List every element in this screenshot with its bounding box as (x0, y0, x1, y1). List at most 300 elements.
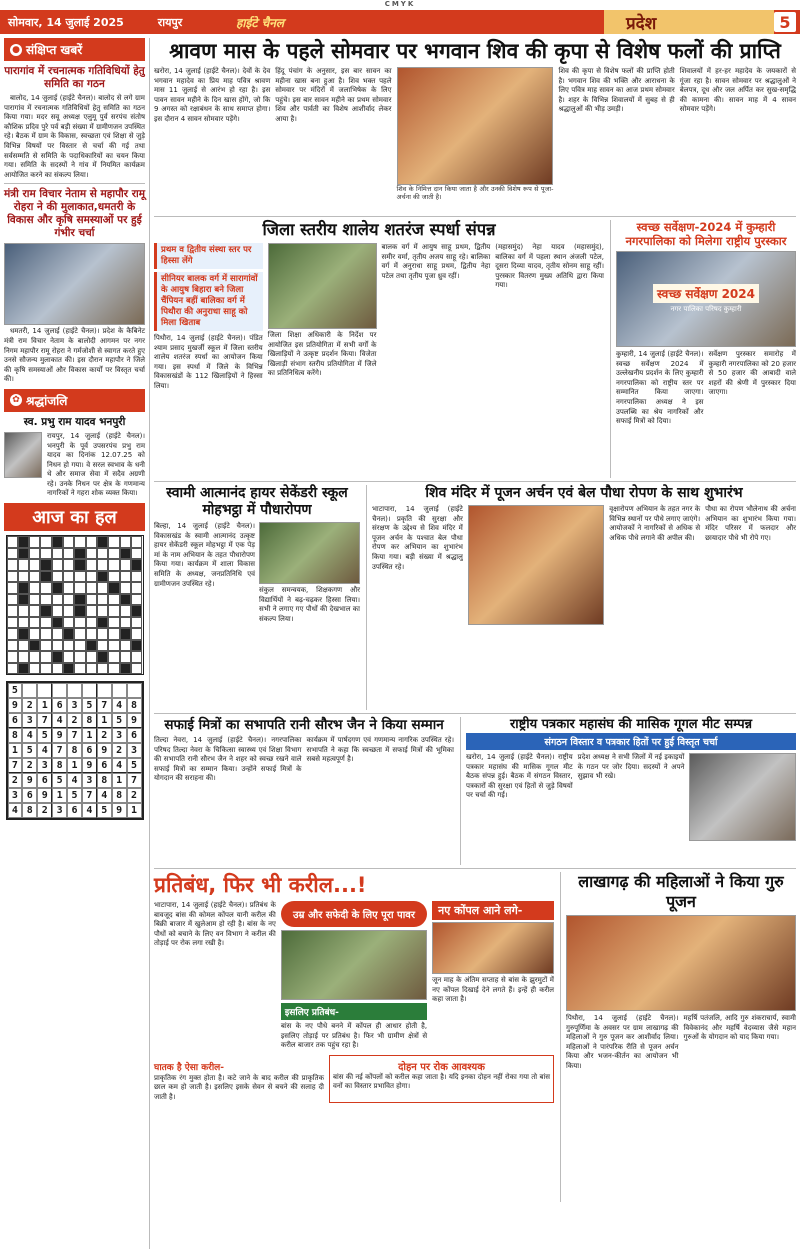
row-school-temple (154, 485, 796, 710)
top-story-headline: श्रावण मास के पहले सोमवार पर भगवान शिव की कृपा से विशेष फलों की प्राप्ति (169, 39, 781, 63)
patrakar-columns (466, 753, 796, 841)
tribute-label: श्रद्धांजलि (26, 393, 68, 408)
sudoku-cell: 1 (112, 773, 127, 788)
ban-danger (154, 1055, 324, 1103)
crossword-cell (108, 617, 119, 629)
crossword-cell (40, 663, 51, 675)
crossword-cell (18, 605, 29, 617)
school-col-2 (259, 522, 360, 624)
crossword-cell (40, 651, 51, 663)
crossword-cell (131, 571, 142, 583)
row-ban-women (154, 872, 796, 1202)
sudoku-cell: 4 (67, 773, 82, 788)
sudoku-cell: 2 (67, 713, 82, 728)
crossword-cell (131, 628, 142, 640)
crossword-cell (86, 536, 97, 548)
ban-box-title: नए कोंपल आने लगे- (432, 901, 554, 920)
swachh-body-1: कुम्हारी, 14 जुलाई (हाईटे चैनल)। स्वच्छ सर्वेक्षण 2024 में उल्लेखनीय प्रदर्शन के लिए कुम्हारी नगरपालिका को राष्ट्रीय स्तर पर सम्मानित किया जाएगा। नगरपालिका अध्यक्ष ने इस उपलब्धि का श्रेय नागरिकों और सफाई मित्रों को दिया। (616, 350, 704, 426)
safai-body-2: कार्यक्रम में पार्षदगण एवं गणमान्य नागरिक उपस्थित रहे। सभापति ने कहा कि स्वच्छता में सफाई मित्रों की भूमिका सबसे महत्वपूर्ण है। (306, 736, 454, 764)
crossword-cell (120, 617, 131, 629)
sudoku-cell: 2 (22, 698, 37, 713)
sudoku-cell (67, 683, 82, 698)
crossword-cell (40, 559, 51, 571)
bullet-icon: ● (10, 44, 22, 56)
crossword-cell (7, 617, 18, 629)
crossword-cell (63, 536, 74, 548)
sudoku-cell: 9 (37, 788, 52, 803)
tribute-body: रायपुर, 14 जुलाई (हाईटे चैनल)। भनपुरी के पूर्व उपसरपंच प्रभु राम यादव का दिनांक 12.07.25 को निधन हो गया। वे सरल स्वभाव के धनी थे और समाज सेवा में सदैव अग्रणी रहे। उनके निधन पर क्षेत्र के गणमान्य नागरिकों ने गहरा शोक व्यक्त किया। (47, 431, 145, 498)
temple-photo (468, 505, 604, 625)
sudoku-cell (112, 683, 127, 698)
patrakar-headline: राष्ट्रीय पत्रकार महासंघ की मासिक गूगल मीट सम्पन्न (509, 717, 753, 732)
swachh-banner-photo (616, 251, 796, 347)
crossword-cell (131, 536, 142, 548)
ban-danger-body: प्राकृतिक रंग मुक्त होता है। कटे जाने के बाद करील की प्राकृतिक छाल कम हो जाती है। इसलिए इसके सेवन से बचने की सलाह दी जाती है। (154, 1073, 324, 1101)
ban-body-2: बांस के नए पौधे बनने में कोंपल ही आधार होती है, इसलिए तोड़ाई पर प्रतिबंध है। फिर भी ग्रामीण क्षेत्रों से करील बाजार तक पहुंच रहा है। (280, 1022, 428, 1050)
crossword-cell (63, 617, 74, 629)
chess-col-1 (154, 243, 263, 392)
temple-headline: शिव मंदिर में पूजन अर्चन एवं बेल पौधा रोपण के साथ शुभारंभ (425, 485, 743, 501)
divider (154, 481, 796, 482)
portrait-photo (4, 432, 42, 478)
page-number: 5 (774, 12, 796, 32)
crossword-cell (86, 617, 97, 629)
patrakar-story (460, 717, 796, 865)
google-meet-photo (689, 753, 796, 841)
crossword-cell (120, 651, 131, 663)
sudoku-cell: 6 (22, 788, 37, 803)
crossword-cell (74, 640, 85, 652)
crossword-cell (86, 651, 97, 663)
crossword-cell (74, 559, 85, 571)
sudoku-cell: 1 (82, 728, 97, 743)
school-columns (154, 522, 360, 624)
crossword-cell (74, 651, 85, 663)
crossword-cell (18, 536, 29, 548)
crossword-cell (131, 617, 142, 629)
crossword-cell (131, 640, 142, 652)
sudoku-cell: 9 (127, 713, 142, 728)
swachh-story (610, 220, 796, 478)
sudoku-cell: 3 (82, 773, 97, 788)
women-columns (566, 1014, 796, 1072)
women-story (560, 872, 796, 1202)
patrakar-body-2: प्रदेश अध्यक्ष ने सभी जिलों में नई इकाइयों के गठन पर जोर दिया। सदस्यों ने अपने सुझाव भी रखे। (577, 753, 685, 781)
sudoku-cell: 2 (112, 743, 127, 758)
chess-players-photo (268, 243, 377, 329)
sudoku-cell: 4 (112, 758, 127, 773)
patrakar-body-1: खरोरा, 14 जुलाई (हाईटे चैनल)। राष्ट्रीय पत्रकार महासंघ की मासिक गूगल मीट बैठक संपन्न हुई। बैठक में संगठन विस्तार, पत्रकारों की सुरक्षा एवं हितों से जुड़े विषयों पर चर्चा की गई। (466, 753, 573, 800)
meeting-photo (4, 243, 145, 325)
crossword-cell (86, 582, 97, 594)
school-headline: स्वामी आत्मानंद हायर सेकेंडरी स्कूल मोहभट्ठा में पौधारोपण (166, 485, 348, 518)
crossword-cell (74, 548, 85, 560)
sudoku-cell (127, 683, 142, 698)
crossword-cell (40, 628, 51, 640)
ban-danger-title: घातक है ऐसा करील- (154, 1062, 225, 1073)
crossword-cell (108, 640, 119, 652)
ban-body-1: भाटापारा, 14 जुलाई (हाईटे चैनल)। प्रतिबंध के बावजूद बांस की कोमल कोंपल यानी करील की बिक्री बाजार में खुलेआम हो रही है। बांस के नए पौधों को बचाने के लिए वन विभाग ने करील की तोड़ाई पर रोक लगा रखी है। (154, 901, 276, 948)
crossword-cell (108, 582, 119, 594)
crossword-cell (40, 571, 51, 583)
flower-icon: ✿ (10, 394, 22, 406)
crossword-cell (40, 536, 51, 548)
top-story-col-4: शिवालयों में हर-हर महादेव के जयकारों से गूंजा रहा है। सावन सोमवार पर श्रद्धालुओं ने बेलपत्र, दूध और जल अर्पित कर सुख-समृद्धि की कामना की। सावन माह में 4 सावन सोमवार पड़ेंगे। (679, 67, 796, 114)
crossword-cell (52, 536, 63, 548)
crossword-cell (63, 594, 74, 606)
crossword-cell (63, 663, 74, 675)
sudoku-cell: 4 (82, 803, 97, 818)
crossword-cell (18, 651, 29, 663)
crossword-cell (131, 605, 142, 617)
crossword-cell (29, 605, 40, 617)
crossword-cell (120, 536, 131, 548)
crossword-cell (97, 628, 108, 640)
page-header (0, 10, 800, 34)
sudoku-cell: 8 (127, 698, 142, 713)
swachh-banner-title: स्वच्छ सर्वेक्षण 2024 (653, 284, 759, 303)
ban-box-body: जून माह के अंतिम सप्ताह से बांस के झुरमुटों में नए कोंपल दिखाई देने लगते हैं। इन्हें ही करील कहा जाता है। (432, 976, 554, 1004)
brief-news-title (4, 38, 145, 61)
crossword-cell (7, 536, 18, 548)
chess-body-3: बालक वर्ग में आयुष साहू प्रथम, द्वितीय समीर वर्मा, तृतीय अजय साहू रहे। बालिका वर्ग में अनुराधा साहू प्रथम, द्वितीय नेहा पटेल तथा तृतीय पूजा ध्रुव रहीं। (381, 243, 491, 280)
swachh-banner-subtitle: नगर पालिका परिषद कुम्हारी (670, 305, 742, 313)
tribute-headline: स्व. प्रभु राम यादव भनपुरी (23, 415, 126, 428)
crossword-cell (131, 582, 142, 594)
chess-body-1: पिथौरा, 14 जुलाई (हाईटे चैनल)। पंडित श्याम प्रसाद मुखर्जी स्कूल में जिला स्तरीय शालेय शतरंज स्पर्धा का आयोजन किया गया। इस स्पर्धा में जिले के विभिन्न विकासखंडों के 112 खिलाड़ियों ने हिस्सा लिया। (154, 334, 263, 390)
sudoku-cell: 5 (52, 773, 67, 788)
row-safai-patrakar (154, 717, 796, 865)
crossword-cell (120, 628, 131, 640)
crossword-cell (29, 663, 40, 675)
sudoku-cell: 3 (52, 803, 67, 818)
crossword-cell (29, 594, 40, 606)
crossword-cell (18, 582, 29, 594)
sudoku-cell: 7 (67, 728, 82, 743)
sudoku-cell: 3 (37, 758, 52, 773)
sudoku-cell: 4 (112, 698, 127, 713)
crossword-cell (18, 548, 29, 560)
patrakar-subhead: संगठन विस्तार व पत्रकार हितों पर हुई विस्तृत चर्चा (466, 733, 796, 750)
sudoku-cell: 8 (52, 758, 67, 773)
sudoku-grid (6, 681, 144, 820)
sudoku-cell: 3 (67, 698, 82, 713)
crossword-cell (40, 640, 51, 652)
school-story (154, 485, 360, 710)
issue-date: सोमवार, 14 जुलाई 2025 (8, 15, 124, 29)
sudoku-cell: 4 (97, 788, 112, 803)
crossword-cell (18, 571, 29, 583)
sudoku-cell: 7 (52, 743, 67, 758)
crossword-cell (52, 663, 63, 675)
sudoku-cell: 2 (8, 773, 23, 788)
divider (154, 868, 796, 869)
crossword-cell (29, 582, 40, 594)
sudoku-cell: 4 (8, 803, 23, 818)
crossword-cell (97, 617, 108, 629)
sudoku-cell: 6 (127, 728, 142, 743)
sudoku-cell: 3 (127, 743, 142, 758)
crossword-cell (52, 571, 63, 583)
sudoku-cell: 1 (97, 713, 112, 728)
crossword-cell (74, 536, 85, 548)
crossword-cell (120, 605, 131, 617)
crossword-cell (74, 628, 85, 640)
sudoku-cell: 8 (82, 713, 97, 728)
ban-sub-box-title: दोहन पर रोक आवश्यक (398, 1061, 485, 1073)
sudoku-cell: 3 (8, 788, 23, 803)
sudoku-cell: 9 (112, 803, 127, 818)
sudoku-cell: 3 (22, 713, 37, 728)
crossword-cell (52, 594, 63, 606)
sudoku-cell: 8 (67, 743, 82, 758)
top-story-photo-block (397, 67, 554, 213)
chess-headline: जिला स्तरीय शालेय शतरंज स्पर्धा संपन्न (262, 220, 496, 239)
crossword-cell (40, 605, 51, 617)
sudoku-cell: 7 (127, 773, 142, 788)
crossword-cell (40, 594, 51, 606)
divider (4, 183, 145, 184)
brief-headline-2: मंत्री राम विचार नेताम से महापौर रामू रोहरा ने की मुलाकात,धमतरी के विकास और कृषि समस्याओं पर हुई गंभीर चर्चा (4, 188, 146, 240)
top-story-body (154, 67, 796, 213)
crossword-cell (97, 651, 108, 663)
karil-photo (432, 922, 554, 974)
crossword-cell (63, 651, 74, 663)
sudoku-cell: 6 (97, 758, 112, 773)
crossword-cell (86, 548, 97, 560)
sudoku-cell: 2 (22, 758, 37, 773)
crossword-cell (120, 559, 131, 571)
crossword-cell (120, 640, 131, 652)
crossword-cell (63, 628, 74, 640)
crossword-cell (74, 594, 85, 606)
ban-story (154, 872, 554, 1202)
sudoku-cell: 7 (37, 713, 52, 728)
women-body-1: पिथौरा, 14 जुलाई (हाईटे चैनल)। गुरुपूर्णिमा के अवसर पर ग्राम लाखागढ़ की महिलाओं ने गुरु पूजन कर आशीर्वाद लिया। महिलाओं ने पारंपरिक रीति से पूजन अर्चन किया और भजन-कीर्तन का आयोजन भी किया। (566, 1014, 679, 1070)
crossword-cell (18, 628, 29, 640)
swachh-headline: स्वच्छ सर्वेक्षण-2024 में कुम्हारी नगरपालिका को मिलेगा राष्ट्रीय पुरस्कार (625, 220, 787, 248)
sudoku-cell: 9 (8, 698, 23, 713)
safai-headline: सफाई मित्रों का सभापति रानी सौरभ जैन ने किया सम्मान (164, 717, 444, 733)
header-band (320, 10, 604, 34)
crossword-cell (74, 663, 85, 675)
divider (154, 713, 796, 714)
ban-col-3 (432, 901, 554, 1051)
sudoku-cell: 7 (97, 698, 112, 713)
top-story-col-3: शिव की कृपा से विशेष फलों की प्राप्ति होती है। भगवान शिव की भक्ति और आराधना के लिए पवित्र माह सावन का आज प्रथम सोमवार है। शहर के विभिन्न शिवालयों में सुबह से ही श्रद्धालुओं की भीड़ उमड़ी। (558, 67, 675, 114)
shiv-pooja-photo (397, 67, 554, 185)
crossword-cell (52, 651, 63, 663)
crossword-cell (29, 617, 40, 629)
crossword-cell (63, 582, 74, 594)
ban-sub-box-body: बांस की नई कोंपलों को करील कहा जाता है। यदि इनका दोहन नहीं रोका गया तो बांस वनों का विस्तार प्रभावित होगा। (333, 1072, 550, 1091)
brief-body-2 (4, 327, 145, 385)
main-content (154, 38, 796, 1249)
ban-col-2 (281, 901, 427, 1051)
crossword-cell (86, 640, 97, 652)
sudoku-cell: 2 (37, 803, 52, 818)
sudoku-cell: 8 (22, 803, 37, 818)
crossword-cell (86, 628, 97, 640)
sudoku-cell: 6 (67, 803, 82, 818)
school-body-1: बिल्हा, 14 जुलाई (हाईटे चैनल)। विकासखंड के स्वामी आत्मानंद उत्कृष्ट हायर सेकेंडरी स्कूल मोहभट्ठा में एक पेड़ मां के नाम अभियान के तहत पौधारोपण किया गया। कार्यक्रम में शाला विकास समिति के अध्यक्ष, जनप्रतिनिधि एवं ग्रामीणजन उपस्थित रहे। (154, 522, 255, 588)
crossword-cell (29, 651, 40, 663)
crossword-cell (120, 582, 131, 594)
crossword-cell (74, 571, 85, 583)
sudoku-cell (22, 683, 37, 698)
bamboo-shoot-photo (281, 930, 427, 1000)
temple-body-2: वृक्षारोपण अभियान के तहत नगर के विभिन्न स्थानों पर पौधे लगाए जाएंगे। आयोजकों ने नागरिकों से अधिक से अधिक पौधे लगाने की अपील की। (609, 505, 701, 542)
crossword-cell (7, 594, 18, 606)
section-name: प्रदेश (604, 10, 774, 34)
sudoku-cell: 5 (97, 803, 112, 818)
crossword-cell (29, 559, 40, 571)
brief-paragraph-2: धमतरी, 14 जुलाई (हाईटे चैनल)। प्रदेश के कैबिनेट मंत्री राम विचार नेताम के बालोदी आगमन पर नगर निगम महापौर रामू रोहरा ने गर्मजोशी से स्वागत करते हुए उनसे सौजन्य मुलाकात की। इस दौरान महापौर ने जिले की कृषि समस्याओं और विकास कार्यों पर विस्तृत चर्चा की। (4, 327, 145, 384)
top-story-col-2: हिंदू पंचांग के अनुसार, इस बार सावन का महीना खास बना हुआ है। शिव भक्त पहले सोमवार पर मंदिरों में जलाभिषेक के लिए पहुंचे। इस बार सावन महीने का प्रथम सोमवार शिव और पार्वती का विशेष आशीर्वाद लेकर आया है। (275, 67, 392, 123)
temple-columns (372, 505, 796, 625)
safai-body-1: तिल्दा नेवरा, 14 जुलाई (हाईटे चैनल)। नगरपालिका परिषद तिल्दा नेवरा के चिकित्सा स्वास्थ्य एवं शिक्षा विभाग की सभापति रानी सौरभ जैन ने शहर को स्वच्छ रखने वाले सफाई मित्रों का सम्मान किया। उन्होंने सफाई मित्रों के योगदान की सराहना की। (154, 736, 302, 783)
chess-story (154, 220, 604, 478)
newspaper-name: हाईटे चैनल (235, 15, 284, 30)
sudoku-cell (82, 683, 97, 698)
crossword-cell (108, 651, 119, 663)
crossword-cell (86, 559, 97, 571)
chess-kicker-2: सीनियर बालक वर्ग में सारागांवों के आयुष बिहारा बने जिला चैंपियन बहीं बालिका वर्ग में पिथौरा की अनुराधा साहू को मिला खिताब (154, 272, 263, 331)
crossword-cell (29, 536, 40, 548)
sudoku-cell: 6 (52, 698, 67, 713)
crossword-cell (52, 559, 63, 571)
chess-kicker-1: प्रथम व द्वितीय संस्था स्तर पर हिस्सा लेंगे (154, 243, 263, 269)
crossword-cell (29, 628, 40, 640)
chess-body-2: जिला शिक्षा अधिकारी के निर्देश पर आयोजित इस प्रतियोगिता में सभी वर्गों के खिलाड़ियों ने उत्कृष्ट प्रदर्शन किया। विजेता खिलाड़ी संभाग स्तरीय प्रतियोगिता में जिले का प्रतिनिधित्व करेंगे। (267, 331, 377, 378)
crossword-cell (97, 582, 108, 594)
crossword-cell (108, 594, 119, 606)
crossword-cell (40, 548, 51, 560)
crossword-cell (120, 663, 131, 675)
swachh-body-2: सर्वेक्षण पुरस्कार समारोह में कुम्हारी नगरपालिका को 20 हजार से 50 हजार की आबादी वाले शहरों की श्रेणी में पुरस्कार दिया जाएगा। (708, 350, 796, 397)
sudoku-cell: 7 (82, 788, 97, 803)
crossword-cell (40, 582, 51, 594)
sudoku-cell: 4 (22, 728, 37, 743)
temple-body-1: भाटापारा, 14 जुलाई (हाईटे चैनल)। प्रकृति की सुरक्षा और संरक्षण के उद्देश्य से शिव मंदिर में पूजन अर्चन के पश्चात बेल पौधा रोपण कर अभियान का शुभारंभ किया गया। बड़ी संख्या में श्रद्धालु उपस्थित रहे। (372, 505, 463, 571)
sudoku-cell: 6 (8, 713, 23, 728)
sudoku-cell: 5 (8, 683, 23, 698)
crossword-cell (63, 605, 74, 617)
crossword-cell (97, 663, 108, 675)
crossword-cell (108, 605, 119, 617)
sudoku-cell: 2 (97, 728, 112, 743)
ban-columns (154, 901, 554, 1051)
crossword-cell (18, 663, 29, 675)
top-story-col-1: खरोरा, 14 जुलाई (हाईटे चैनल)। देवों के देव भगवान महादेव का प्रिय माह पवित्र श्रावण मास 11 जुलाई से आरंभ हो रहा है। इस पावन सावन महीने के दिन खास होंगे, जो कि 9 अगस्त को रक्षाबंधन के साथ समाप्त होगा। इस दौरान 4 सावन सोमवार पड़ेंगे। (154, 67, 271, 123)
edition-city: रायपुर (157, 15, 183, 29)
sudoku-cell: 9 (82, 758, 97, 773)
crossword-cell (18, 617, 29, 629)
crossword-cell (97, 605, 108, 617)
crossword-cell (7, 571, 18, 583)
crossword-cell (29, 548, 40, 560)
brief-headline-1: पारागांव में रचनात्मक गतिविधियों हेतु समिति का गठन (4, 65, 145, 90)
crossword-cell (108, 548, 119, 560)
sudoku-cell: 7 (8, 758, 23, 773)
crossword-cell (52, 548, 63, 560)
crossword-cell (97, 640, 108, 652)
sudoku-cell (97, 683, 112, 698)
sudoku-cell (52, 683, 67, 698)
ban-col-1 (154, 901, 276, 1051)
crossword-cell (120, 571, 131, 583)
crossword-cell (18, 559, 29, 571)
crossword-cell (63, 559, 74, 571)
crossword-cell (7, 605, 18, 617)
sudoku-cell: 8 (112, 788, 127, 803)
sudoku-cell: 5 (112, 713, 127, 728)
sudoku-cell: 5 (127, 758, 142, 773)
crossword-cell (74, 617, 85, 629)
crossword-cell (131, 663, 142, 675)
crossword-cell (120, 594, 131, 606)
crossword-cell (74, 582, 85, 594)
crossword-cell (131, 548, 142, 560)
brief-body-1 (4, 94, 145, 180)
women-headline: लाखागढ़ की महिलाओं ने किया गुरु पूजन (578, 872, 784, 911)
crossword-cell (7, 548, 18, 560)
school-body-2: संकुल समन्वयक, शिक्षकगण और विद्यार्थियों ने बढ़-चढ़कर हिस्सा लिया। सभी ने लगाए गए पौधों की देखभाल का संकल्प लिया। (259, 586, 360, 623)
chess-columns (154, 243, 604, 392)
crossword-cell (97, 559, 108, 571)
crossword-cell (18, 594, 29, 606)
sudoku-cell: 3 (112, 728, 127, 743)
crossword-cell (7, 651, 18, 663)
ban-sub-box (329, 1055, 554, 1103)
crossword-cell (7, 628, 18, 640)
crossword-cell (97, 594, 108, 606)
ban-lower (154, 1055, 554, 1103)
sudoku-cell: 4 (52, 713, 67, 728)
crossword-cell (52, 617, 63, 629)
crossword-cell (120, 548, 131, 560)
crossword-cell (108, 663, 119, 675)
top-story-caption: शिव के निमित्त दान किया जाता है और उनकी विशेष रूप से पूजा-अर्चना की जाती है। (396, 185, 554, 201)
left-column (4, 38, 150, 1249)
crossword-cell (63, 571, 74, 583)
crossword-cell (108, 559, 119, 571)
crossword-cell (63, 640, 74, 652)
brief-paragraph-1: बालोद, 14 जुलाई (हाईटे चैनल)। बालोद से लगे ग्राम पारागांव में रचनात्मक गतिविधियों हेतु समिति का गठन किया गया। मदर सवू अध्यक्ष एलुमू पुर्व सरपंच संतोष कौशिक प्रदिव पुरे पर्व बड़ी संख्या में ग्रामीणजन उपस्थित रहे। बैठक में ग्राम के विकास, स्वच्छता एवं शिक्षा से जुड़े विभिन्न विषयों पर विस्तार से चर्चा की गई तथा सर्वसम्मति से समिति के पदाधिकारियों का चयन किया गया। समिति के सदस्यों ने गांव में नियमित कार्यक्रम आयोजित करने का संकल्प लिया। (4, 94, 145, 179)
ban-tag: इसलिए प्रतिबंध- (281, 1003, 427, 1020)
crossword-cell (52, 640, 63, 652)
sudoku-cell: 1 (52, 788, 67, 803)
women-body-2: महर्षि पतंजलि, आदि गुरु शंकराचार्य, स्वामी विवेकानंद और महर्षि वेदव्यास जैसे महान गुरुओं के योगदान को याद किया गया। (683, 1014, 796, 1042)
puzzle-title: आज का हल (4, 503, 145, 531)
crossword-cell (86, 571, 97, 583)
tribute-block (4, 432, 145, 499)
sudoku-cell: 9 (52, 728, 67, 743)
sudoku-cell: 1 (8, 743, 23, 758)
crossword-cell (131, 594, 142, 606)
chess-body-4: (महासमुंद) नेहा यादव (महासमुंद), बालिका वर्ग में पहला स्थान अंजली पटेल, दूसरा दिव्या यादव, तृतीय सोनम साहू रहीं। पुरस्कार वितरण मुख्य अतिथि द्वारा किया गया। (495, 243, 604, 290)
crossword-cell (97, 548, 108, 560)
brief-news-label: संक्षिप्त खबरें (26, 43, 83, 57)
safai-columns (154, 736, 454, 784)
sudoku-cell: 5 (82, 698, 97, 713)
temple-story (366, 485, 796, 710)
sudoku-cell: 9 (22, 773, 37, 788)
sudoku-cell: 8 (8, 728, 23, 743)
crossword-cell (7, 559, 18, 571)
crossword-cell (97, 536, 108, 548)
crossword-cell (108, 536, 119, 548)
